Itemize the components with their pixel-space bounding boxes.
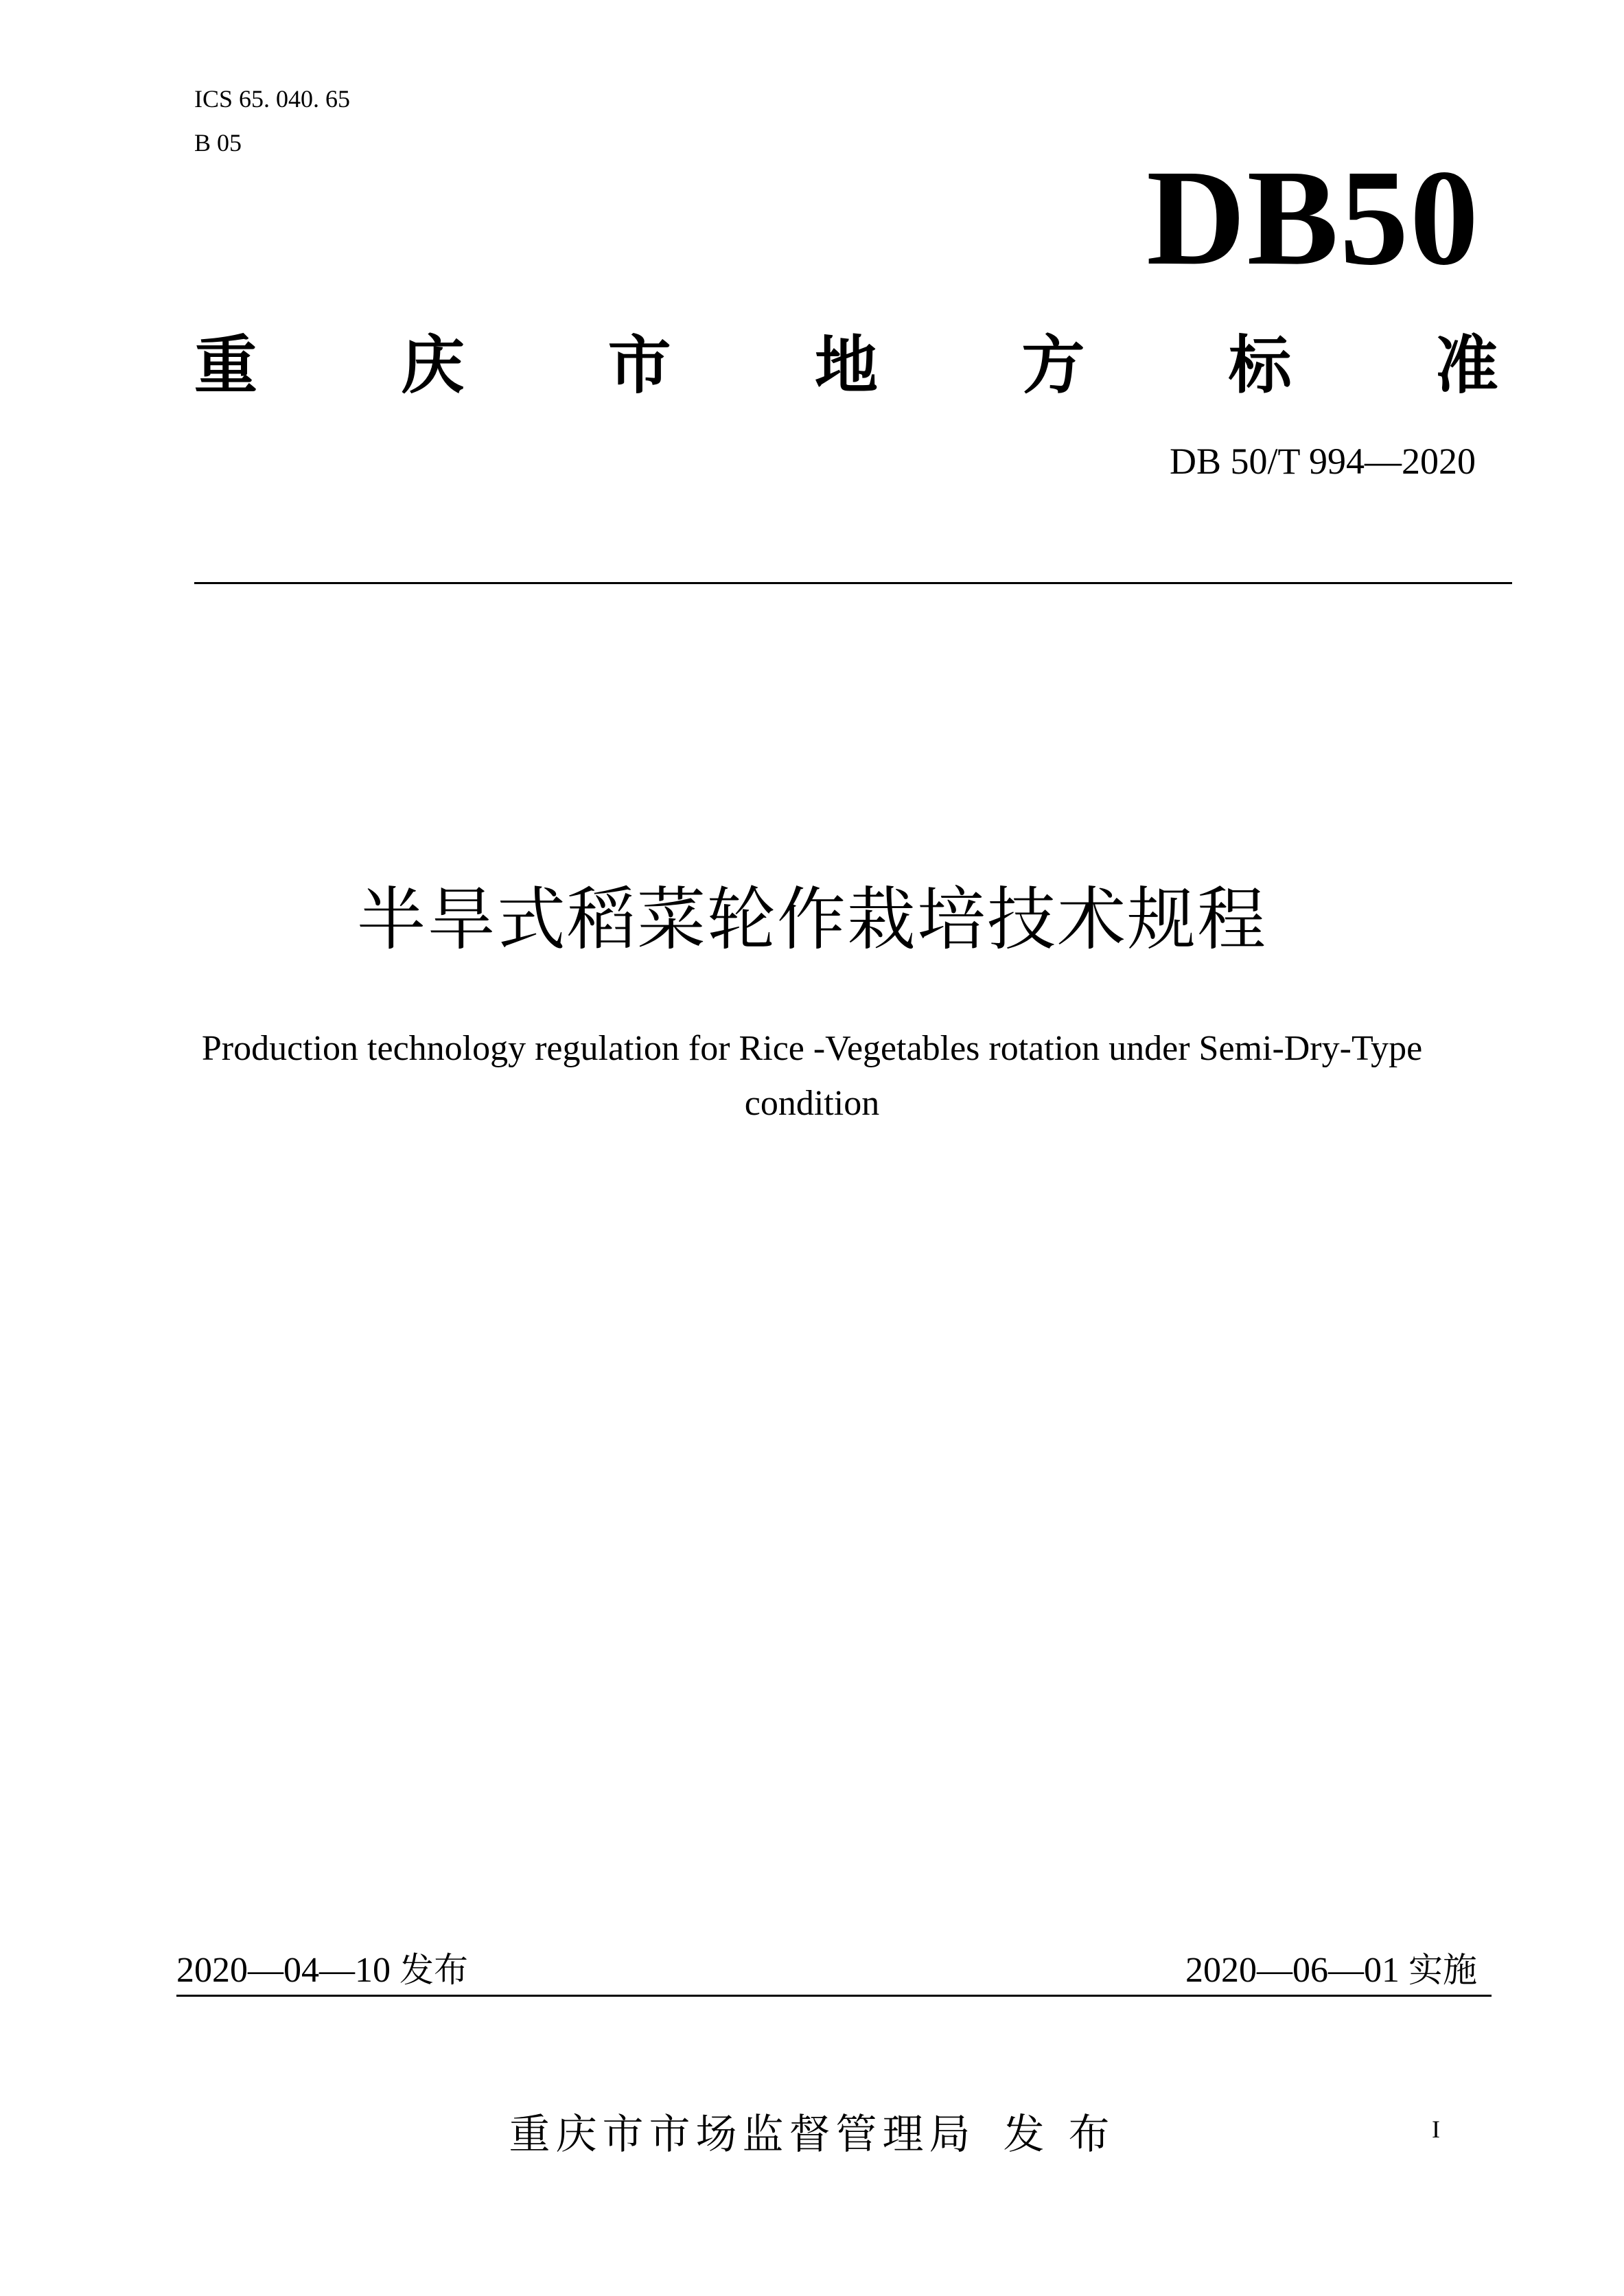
publisher-name: 重庆市市场监督管理局: [509, 2111, 976, 2159]
footer-divider: [176, 1995, 1492, 1997]
implementation-date: [1185, 1948, 1477, 1993]
title-chinese: 半旱式稻菜轮作栽培技术规程: [357, 879, 1267, 960]
standard-type: [194, 323, 1498, 402]
header-divider: [194, 582, 1512, 584]
title-english: [137, 1021, 1487, 1131]
standard-type-char: 庆: [401, 329, 465, 402]
standard-type-char: 准: [1435, 329, 1498, 402]
standard-type-char: 地: [814, 329, 878, 402]
standard-type-char: 标: [1228, 329, 1292, 402]
issue-date-value: 2020—04—10: [176, 1951, 391, 1990]
standard-type-char: 重: [194, 329, 258, 402]
standard-code: DB 50/T 994—2020: [1169, 441, 1476, 482]
issue-label: 发布: [399, 1950, 468, 1990]
ics-code: ICS 65. 040. 65: [194, 85, 351, 113]
implementation-label: 实施: [1408, 1950, 1477, 1990]
issue-date: [176, 1948, 468, 1993]
standard-type-char: 市: [607, 329, 671, 402]
implementation-date-value: 2020—06—01: [1185, 1951, 1400, 1990]
publish-label: 发 布: [1003, 2111, 1115, 2159]
ccs-code: B 05: [194, 129, 242, 156]
standard-mark: DB50: [1146, 142, 1480, 294]
standard-type-char: 方: [1021, 329, 1085, 402]
page-number: I: [1432, 2115, 1440, 2143]
title-english-line2: condition: [744, 1084, 880, 1123]
publisher-line: [0, 2107, 1624, 2162]
title-english-line1: Production technology regulation for Rice -Vegetables rotation under Semi-Dry-Type: [201, 1029, 1423, 1068]
